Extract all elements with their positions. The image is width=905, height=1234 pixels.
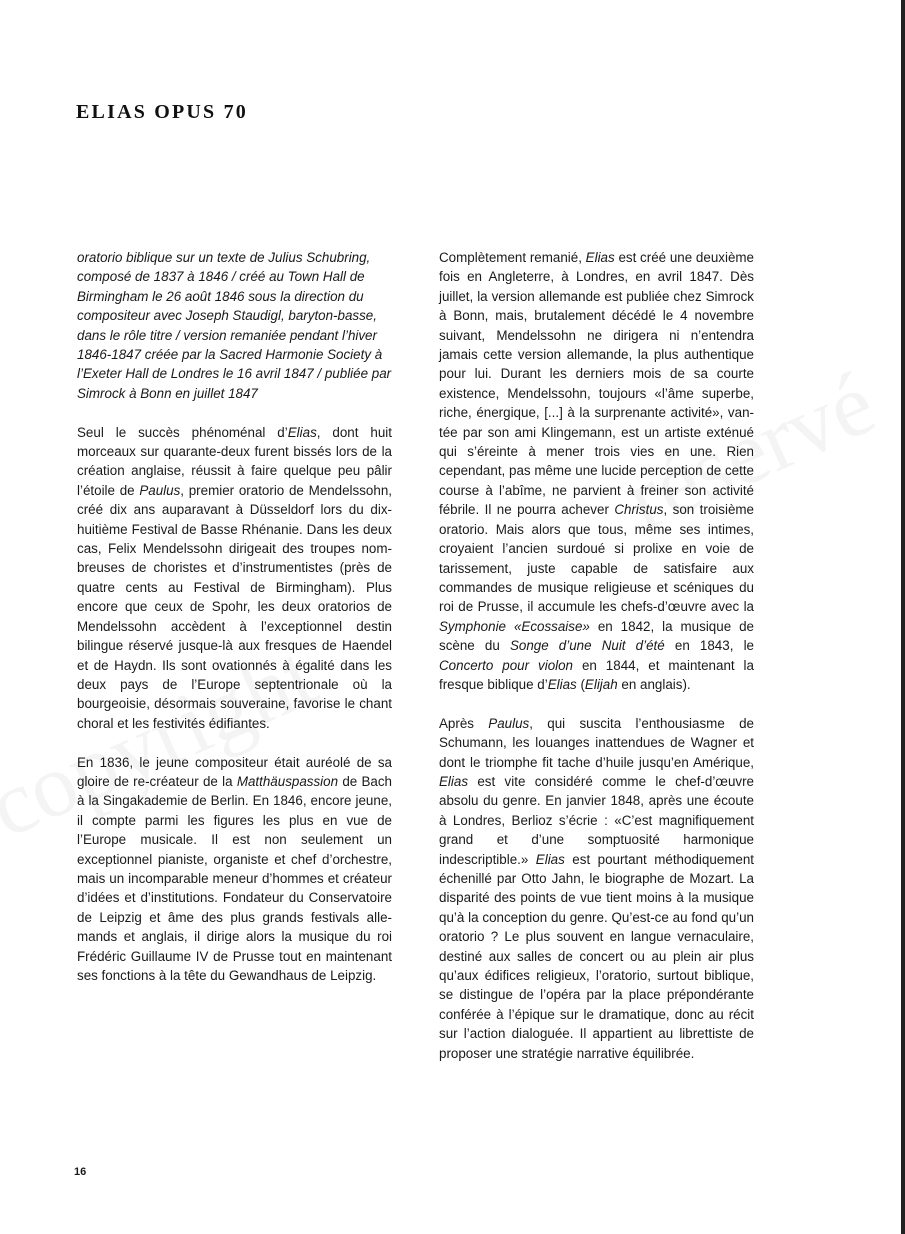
left-column	[77, 248, 392, 1005]
paragraph: Complètement remanié, Elias est créé une deuxième fois en Angleterre, à Londres, en avril 1847. Dès juillet, la version allemande est publiée chez Simrock à Bonn, mais, brutalement décédé le 4 novembre suivant, Mendelssohn ne dirigera ni n’entendra jamais cette version allemande, la plus authentique pour lui. Durant les derniers mois de sa courte existence, Mendelssohn, toujours «l’âme superbe, riche, énergique, [...] à la surprenante activité», vantée par son ami Klingemann, est un artiste exténué qui s’éreinte à mener trois vies en une. Rien cependant, pas même une lucide perception de cette course à l’abîme, ne parvient à freiner son activité fébrile. Il ne pourra achever Christus, son troisième oratorio. Mais alors que tous, même ses intimes, croyaient l’ancien surdoué si prolixe en voie de tarissement, juste capable de satisfaire aux commandes de musique religieuse et scéniques du roi de Prusse, il accumule les chefs-d’œuvre avec la Symphonie «Ecossaise» en 1842, la musique de scène du Songe d’une Nuit d’été en 1843, le Concerto pour violon en 1844, et maintenant la fresque biblique d’Elias (Elijah en anglais).	[439, 250, 755, 692]
page-title: ELIAS OPUS 70	[76, 101, 248, 123]
paragraph: Après Paulus, qui suscita l’enthousiasme de Schumann, les louanges inattendues de Wagner et dont le triomphe fit tache d’huile jusqu’en Amérique, Elias est vite considéré comme le chef-d’œuvre absolu du genre. En janvier 1848, après une écoute à Londres, Berlioz s’écrie : «C’est magnifiquement grand et d’une somptuosité harmonique indescriptible.» Elias est pourtant méthodiquement échenillé par Otto Jahn, le biographe de Mozart. La disparité des points de vue tient moins à la musique qu’à la conception du genre. Qu’est-ce au fond qu’un oratorio ? Le plus souvent en langue vernaculaire, destiné aux salles de concert ou au plein air plus qu’aux édifices religieux, l’oratorio, surtout biblique, se distingue de l’opéra par la place prépondérante conférée à l’épique sur le dramatique, donc au récit sur l’action dialoguée. Il appartient au librettiste de proposer une stratégie narrative équilibrée.	[439, 715, 754, 1061]
scan-edge	[901, 0, 905, 1234]
paragraph: En 1836, le jeune compositeur était auréolé de sa gloire de re-créateur de la Matthäuspassion de Bach à la Singakademie de Berlin. En 1846, encore jeune, il compte parmi les figures les plus en vue de l’Europe musicale. Il est non seulement un exceptionnel pianiste, organiste et chef d’orchestre, mais un incomparable meneur d’hommes et créateur d’idées et d’institutions. Fondateur du Conservatoire de Leipzig et âme des plus grands festivals allemands et anglais, il dirige alors la musique du roi Frédéric Guillaume IV de Prusse tout en maintenant ses fonctions à la tête du Gewandhaus de Leipzig.	[77, 754, 393, 983]
page-number: 16	[74, 1166, 87, 1178]
work-details: oratorio biblique sur un texte de Julius Schubring, composé de 1837 à 1846 / créé au Town Hall de Birmingham le 26 août 1846 sous la direction du compositeur avec Joseph Staudigl, baryton-basse, dans le rôle titre / version remaniée pendant l’hiver 1846-1847 créée par la Sacred Harmonie Society à l’Exeter Hall de Londres le 16 avril 1847 / publiée par Simrock à Bonn en juillet 1847	[77, 250, 392, 401]
paragraph: Seul le succès phénoménal d’Elias, dont huit morceaux sur quarante-deux furent bissés lors de la création anglaise, réussit à faire quelque peu pâlir l’étoile de Paulus, premier oratorio de Mendelssohn, créé dix ans auparavant à Düsseldorf lors du dix-huitième Festival de Basse Rhénanie. Dans les deux cas, Felix Mendelssohn dirigeait des troupes nombreuses de choristes et d’instrumentistes (près de quatre cents au Festival de Birmingham). Plus encore que ceux de Spohr, les deux oratorios de Mendelssohn accèdent à l’exceptionnel destin bilingue réservé jusque-là aux fresques de Haendel et de Haydn. Ils sont ovationnés à égalité dans les deux pays de l’Europe septentrionale où la bourgeoisie, désormais souveraine, favorise le chant choral et les festivités édifiantes.	[77, 424, 392, 731]
right-column	[439, 248, 754, 1082]
